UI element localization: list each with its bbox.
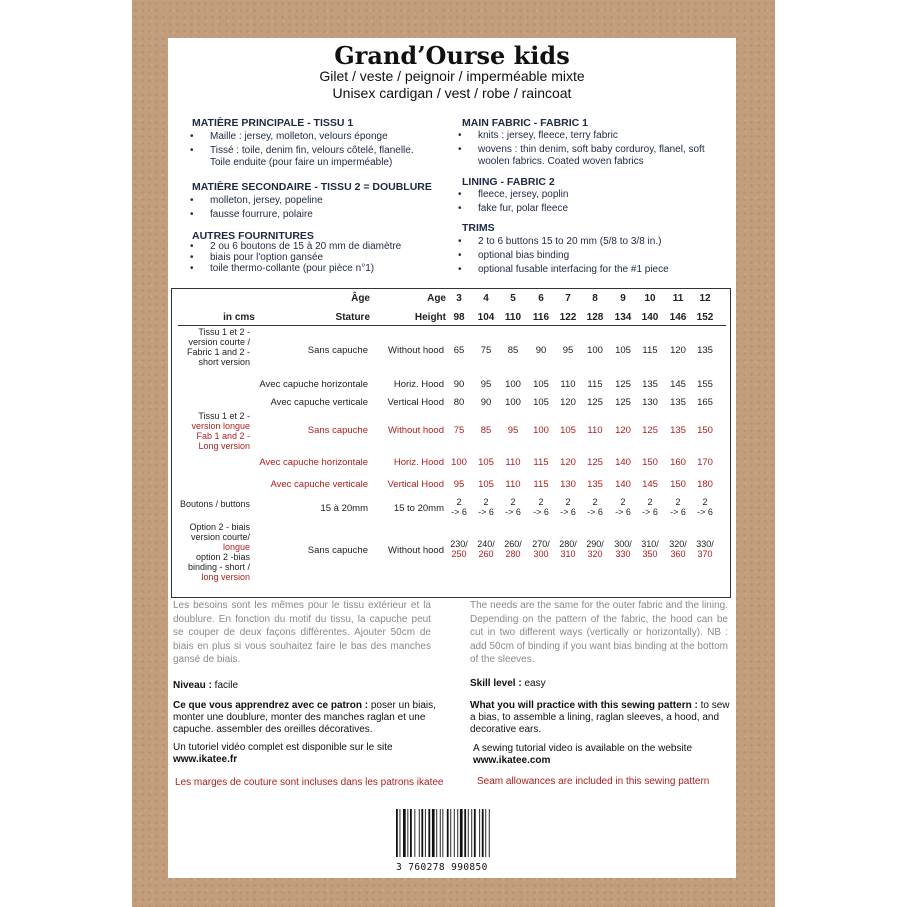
en-main-heading: MAIN FABRIC - FABRIC 1 — [462, 117, 588, 129]
en-website-link[interactable]: www.ikatee.com — [473, 755, 551, 766]
barcode-bar — [436, 809, 437, 857]
table-cell — [582, 539, 608, 559]
list-item: • biais pour l'option gansée — [186, 252, 446, 263]
table-cell — [692, 539, 718, 559]
table-cell: 125 — [615, 397, 631, 408]
row-label-en: Vertical Hood — [387, 397, 444, 408]
table-cell — [610, 539, 636, 559]
table-cell: 90 — [453, 379, 465, 390]
list-item: • 2 ou 6 boutons de 15 à 20 mm de diamètre — [186, 241, 446, 252]
fr-level-label: Niveau : — [173, 680, 212, 691]
table-cell: 120 — [560, 397, 576, 408]
table-cell: 105 — [533, 397, 549, 408]
fr-level-value: facile — [211, 680, 239, 691]
row-label-fr: Avec capuche verticale — [270, 397, 368, 408]
option-label-d: long version — [201, 572, 250, 582]
table-cell-bottom: 360 — [670, 549, 686, 559]
table-cell-bottom: 330 — [615, 549, 631, 559]
table-cell — [637, 539, 663, 559]
age-header-cell: 11 — [672, 293, 684, 304]
table-cell-bottom: 320 — [587, 549, 603, 559]
table-cell: 170 — [697, 457, 713, 468]
list-item: • 2 to 6 buttons 15 to 20 mm (5/8 to 3/8 in.) — [454, 236, 714, 248]
subtitle-fr: Gilet / veste / peignoir / imperméable mixte — [319, 68, 585, 84]
fr-other-list — [186, 241, 446, 274]
list-item: • fausse fourrure, polaire — [186, 209, 436, 221]
barcode-bar — [414, 809, 415, 857]
age-header-cell: 5 — [510, 293, 516, 304]
table-cell-bottom: 310 — [560, 549, 576, 559]
age-header-cell: 3 — [456, 293, 462, 304]
table-cell: 2 -> 6 — [587, 497, 603, 517]
row-label-fr: Avec capuche horizontale — [259, 379, 368, 390]
table-cell — [500, 539, 526, 559]
page-title: Grand’Ourse kids — [334, 41, 570, 70]
table-cell: 95 — [507, 425, 519, 436]
barcode-bar — [403, 809, 406, 857]
table-cell — [555, 539, 581, 559]
height-header-cell: 122 — [559, 312, 577, 323]
fr-main-list — [186, 131, 436, 171]
en-seam-note: Seam allowances are included in this sewing pattern — [477, 776, 710, 787]
header-in-cms: in cms — [223, 312, 255, 323]
group-long-label — [174, 411, 250, 451]
en-learn-label: What you will practice with this sewing pattern : — [470, 700, 698, 711]
table-cell: 115 — [642, 345, 658, 356]
table-cell: 140 — [615, 479, 631, 490]
height-header-cell: 134 — [614, 312, 632, 323]
height-header-cell: 104 — [477, 312, 495, 323]
table-cell-bottom: 260 — [478, 549, 494, 559]
table-cell: 115 — [533, 457, 549, 468]
row-label-en: Vertical Hood — [387, 479, 444, 490]
row-label-fr: 15 à 20mm — [320, 503, 368, 514]
list-item: • Maille : jersey, molleton, velours éponge — [186, 131, 436, 143]
header-stature: Stature — [335, 312, 370, 323]
fr-other-heading: AUTRES FOURNITURES — [192, 230, 314, 242]
table-cell: 2 -> 6 — [478, 497, 494, 517]
en-level-label: Skill level : — [470, 678, 522, 689]
table-cell: 2 -> 6 — [560, 497, 576, 517]
group-long-label-black: Tissu 1 et 2 - — [198, 411, 250, 421]
en-lining-list — [454, 189, 714, 217]
list-item: • knits : jersey, fleece, terry fabric — [454, 130, 714, 142]
table-cell: 105 — [478, 457, 494, 468]
barcode-bar — [479, 809, 480, 857]
table-cell: 145 — [670, 379, 686, 390]
table-cell: 85 — [480, 425, 492, 436]
age-header-cell: 10 — [644, 293, 656, 304]
row-label-en: Horiz. Hood — [393, 457, 444, 468]
table-cell-top: 290/ — [586, 539, 604, 549]
table-cell: 145 — [642, 479, 658, 490]
group-short-label: Tissu 1 et 2 - version courte / Fabric 1 and 2 - short version — [186, 327, 250, 367]
table-cell-top: 280/ — [559, 539, 577, 549]
table-cell-top: 330/ — [696, 539, 714, 549]
row-label-fr: Sans capuche — [307, 545, 368, 556]
option-label — [174, 522, 250, 582]
barcode-bar — [442, 809, 443, 857]
table-cell: 160 — [670, 457, 686, 468]
table-cell: 135 — [587, 479, 603, 490]
table-cell: 130 — [642, 397, 658, 408]
row-label-fr: Sans capuche — [307, 345, 368, 356]
pattern-sheet — [168, 38, 736, 878]
table-cell: 2 -> 6 — [670, 497, 686, 517]
age-header-cell: 6 — [538, 293, 544, 304]
table-cell: 65 — [453, 345, 465, 356]
table-cell: 180 — [697, 479, 713, 490]
barcode-bar — [464, 809, 466, 857]
age-header-cell: 8 — [592, 293, 598, 304]
table-cell: 75 — [453, 425, 465, 436]
table-cell: 100 — [533, 425, 549, 436]
table-cell: 110 — [587, 425, 603, 436]
barcode-bar — [450, 809, 451, 857]
table-cell: 115 — [533, 479, 549, 490]
fr-secondary-heading: MATIÈRE SECONDAIRE - TISSU 2 = DOUBLURE — [192, 181, 432, 193]
row-label-en: Without hood — [388, 425, 444, 436]
table-cell: 80 — [453, 397, 465, 408]
barcode-bars — [396, 809, 492, 857]
fr-website-link[interactable]: www.ikatee.fr — [173, 754, 238, 765]
barcode-number: 3 760278 990850 — [396, 862, 488, 873]
table-cell: 105 — [533, 379, 549, 390]
barcode-bar — [425, 809, 426, 857]
barcode-bar — [447, 809, 449, 857]
header-age-fr: Âge — [351, 293, 370, 304]
table-cell: 120 — [560, 457, 576, 468]
en-notes: The needs are the same for the outer fabric and the lining. Depending on the pattern of the fabric, the hood can be cut in two different ways (vertically or horizontally). NB : add 50cm of binding if you want bias binding at the bottom of the sleeves. — [470, 600, 728, 665]
barcode-bar — [468, 809, 469, 857]
en-trims-heading: TRIMS — [462, 222, 495, 234]
option-label-a: Option 2 - biais version courte/ — [189, 522, 250, 542]
fr-main-heading: MATIÈRE PRINCIPALE - TISSU 1 — [192, 117, 354, 129]
en-tutorial: A sewing tutorial video is available on the website — [473, 743, 693, 754]
table-cell: 155 — [697, 379, 713, 390]
option-label-b: longue — [222, 542, 250, 552]
row-label-en: 15 to 20mm — [393, 503, 444, 514]
table-cell: 105 — [560, 425, 576, 436]
height-header-cell: 98 — [453, 312, 465, 323]
fr-learn-label: Ce que vous apprendrez avec ce patron : — [173, 700, 369, 711]
table-cell: 2 -> 6 — [451, 497, 467, 517]
fr-notes: Les besoins sont les mêmes pour le tissu extérieur et la doublure. En fonction du motif du tissu, la capuche peut se couper de deux façons différentes. Ajouter 50cm de biais en plus si vous souhaitez faire le bas des manches gansé de biais. — [173, 600, 431, 665]
table-cell-top: 300/ — [614, 539, 632, 549]
en-learn — [470, 700, 732, 736]
table-cell-top: 270/ — [532, 539, 550, 549]
fr-level — [173, 680, 433, 692]
table-cell: 90 — [535, 345, 547, 356]
barcode-bar — [489, 809, 490, 857]
table-cell: 105 — [478, 479, 494, 490]
height-header-cell: 146 — [669, 312, 687, 323]
en-learn-text: to sew a bias, to assemble a lining, raglan sleeves, a hood, and decorative ears. — [470, 700, 730, 735]
header-divider — [178, 325, 726, 326]
barcode-bar — [471, 809, 472, 857]
list-item: • optional bias binding — [454, 250, 714, 262]
table-cell: 2 -> 6 — [505, 497, 521, 517]
list-item: • optional fusable interfacing for the #1 piece — [454, 264, 714, 276]
group-long-label-red: version longue Fab 1 and 2 - Long version — [191, 421, 250, 451]
header-age-en: Age — [427, 293, 446, 304]
row-label-en: Without hood — [388, 545, 444, 556]
table-cell: 150 — [697, 425, 713, 436]
table-cell: 95 — [453, 479, 465, 490]
barcode-bar — [457, 809, 458, 857]
list-item: • fake fur, polar fleece — [454, 203, 714, 215]
header-height: Height — [414, 312, 446, 323]
table-cell — [665, 539, 691, 559]
barcode-bar — [454, 809, 455, 857]
table-cell: 100 — [505, 397, 521, 408]
en-level-value: easy — [521, 678, 546, 689]
table-cell: 115 — [587, 379, 603, 390]
table-cell-bottom: 350 — [642, 549, 658, 559]
option-label-c: option 2 -bias binding - short / — [187, 552, 250, 572]
table-cell: 125 — [642, 425, 658, 436]
barcode-bar — [400, 809, 401, 857]
table-cell: 100 — [505, 379, 521, 390]
table-cell: 95 — [480, 379, 492, 390]
table-cell: 135 — [642, 379, 658, 390]
barcode-bar — [482, 809, 484, 857]
list-item: • Tissé : toile, denim fin, velours côtelé, flanelle. Toile enduite (pour faire un imperméable) — [186, 145, 436, 169]
table-cell: 135 — [697, 345, 713, 356]
table-cell: 95 — [562, 345, 574, 356]
row-label-fr: Sans capuche — [307, 425, 368, 436]
height-header-cell: 110 — [504, 312, 522, 323]
table-cell-top: 320/ — [669, 539, 687, 549]
table-cell: 105 — [615, 345, 631, 356]
row-label-en: Horiz. Hood — [393, 379, 444, 390]
table-cell-bottom: 280 — [505, 549, 521, 559]
barcode — [396, 809, 492, 873]
table-cell: 100 — [451, 457, 467, 468]
table-cell: 110 — [505, 479, 521, 490]
table-cell — [528, 539, 554, 559]
height-header-cell: 152 — [696, 312, 714, 323]
height-header-cell: 116 — [532, 312, 550, 323]
list-item: • toile thermo-collante (pour pièce n°1) — [186, 263, 446, 274]
table-cell-bottom: 300 — [533, 549, 549, 559]
table-cell-top: 310/ — [641, 539, 659, 549]
barcode-bar — [407, 809, 408, 857]
age-header-cell: 4 — [483, 293, 489, 304]
table-cell — [473, 539, 499, 559]
height-header-cell: 140 — [641, 312, 659, 323]
en-trims-list — [454, 236, 714, 278]
table-cell: 140 — [615, 457, 631, 468]
barcode-bar — [419, 809, 420, 857]
subtitle-en: Unisex cardigan / vest / robe / raincoat — [332, 85, 572, 101]
buttons-label: Boutons / buttons — [179, 499, 250, 509]
list-item: • wovens : thin denim, soft baby corduroy, flanel, soft woolen fabrics. Coated woven fabrics — [454, 144, 714, 168]
row-label-en: Without hood — [388, 345, 444, 356]
en-main-list — [454, 130, 714, 170]
table-cell: 120 — [615, 425, 631, 436]
table-cell: 125 — [615, 379, 631, 390]
table-cell-bottom: 370 — [697, 549, 713, 559]
table-cell: 135 — [670, 397, 686, 408]
barcode-bar — [421, 809, 423, 857]
fr-learn-text: poser un biais, monter une doublure, monter des manches raglan et une capuche. assembler des oreilles décoratives. — [173, 700, 436, 735]
age-header-cell: 12 — [699, 293, 711, 304]
barcode-bar — [485, 809, 486, 857]
table-cell-top: 260/ — [504, 539, 522, 549]
table-cell: 125 — [587, 457, 603, 468]
table-cell: 2 -> 6 — [533, 497, 549, 517]
barcode-bar — [410, 809, 412, 857]
barcode-bar — [440, 809, 441, 857]
en-level — [470, 678, 730, 690]
fr-secondary-list — [186, 195, 436, 223]
barcode-bar — [396, 809, 398, 857]
table-cell: 100 — [587, 345, 603, 356]
table-cell: 110 — [560, 379, 576, 390]
row-label-fr: Avec capuche verticale — [270, 479, 368, 490]
en-lining-heading: LINING - FABRIC 2 — [462, 176, 555, 188]
table-cell: 150 — [670, 479, 686, 490]
table-cell: 130 — [560, 479, 576, 490]
barcode-bar — [474, 809, 476, 857]
size-table — [171, 288, 731, 598]
table-cell: 2 -> 6 — [697, 497, 713, 517]
table-cell: 135 — [670, 425, 686, 436]
table-cell: 85 — [507, 345, 519, 356]
table-cell: 120 — [670, 345, 686, 356]
height-header-cell: 128 — [586, 312, 604, 323]
fr-tutorial: Un tutoriel vidéo complet est disponible sur le site — [173, 742, 393, 753]
fr-learn — [173, 700, 445, 736]
barcode-bar — [460, 809, 463, 857]
row-label-fr: Avec capuche horizontale — [259, 457, 368, 468]
table-cell: 90 — [480, 397, 492, 408]
table-cell-bottom: 250 — [451, 549, 467, 559]
table-cell: 165 — [697, 397, 713, 408]
age-header-cell: 7 — [565, 293, 571, 304]
age-header-cell: 9 — [620, 293, 626, 304]
table-cell — [446, 539, 472, 559]
barcode-bar — [432, 809, 435, 857]
list-item: • molleton, jersey, popeline — [186, 195, 436, 207]
table-cell: 110 — [505, 457, 521, 468]
table-cell-top: 230/ — [450, 539, 468, 549]
table-cell: 2 -> 6 — [642, 497, 658, 517]
barcode-bar — [428, 809, 430, 857]
table-cell: 150 — [642, 457, 658, 468]
fr-seam-note: Les marges de couture sont incluses dans les patrons ikatee — [175, 777, 444, 788]
list-item: • fleece, jersey, poplin — [454, 189, 714, 201]
table-cell: 2 -> 6 — [615, 497, 631, 517]
table-cell: 75 — [480, 345, 492, 356]
table-cell: 125 — [587, 397, 603, 408]
table-cell-top: 240/ — [477, 539, 495, 549]
